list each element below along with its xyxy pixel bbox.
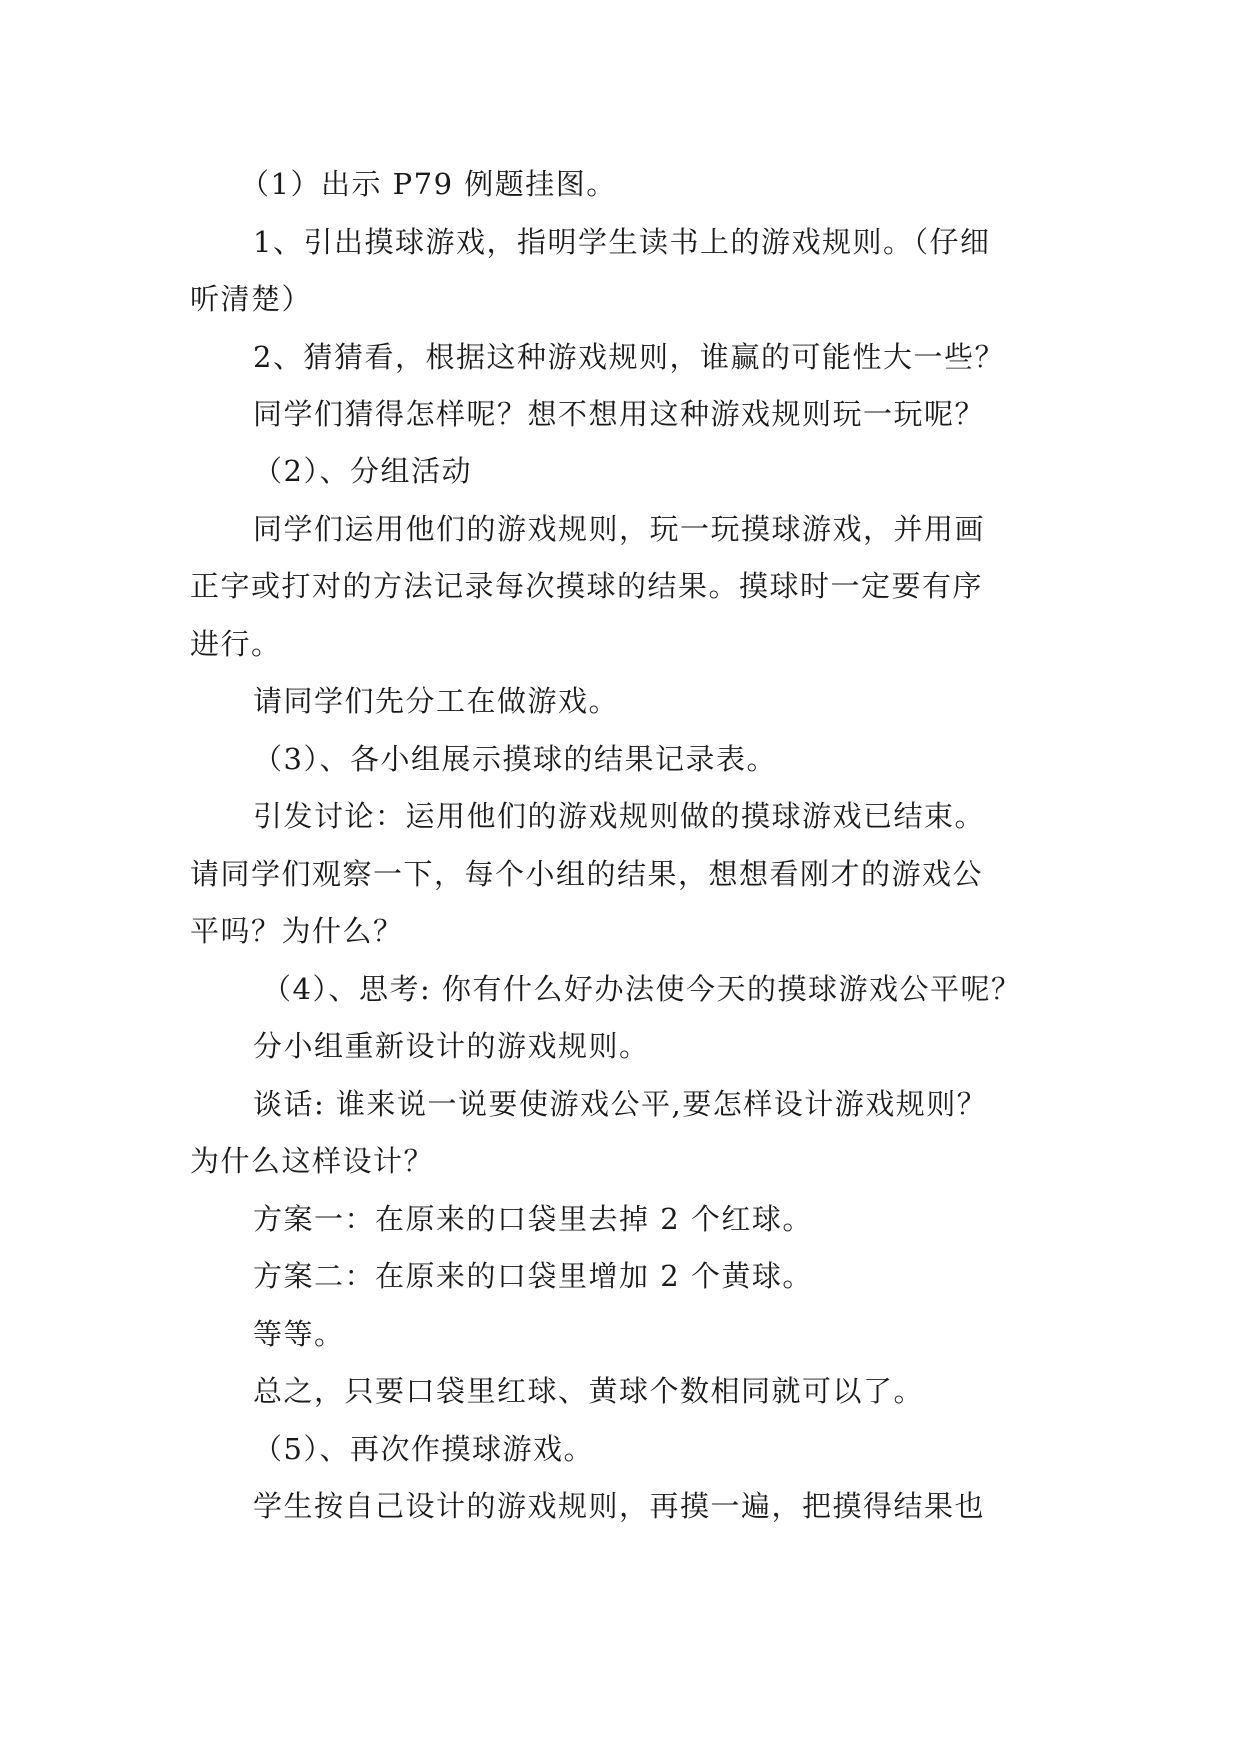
paragraph-line: 平吗？为什么？ [190, 914, 404, 948]
paragraph-line: 进行。 [190, 627, 282, 661]
paragraph-line: 2、猜猜看，根据这种游戏规则，谁赢的可能性大一些？ [253, 340, 1005, 374]
paragraph-line: （1）出示 P79 例题挂图。 [240, 167, 617, 201]
paragraph-line: （2）、分组活动 [253, 454, 472, 488]
paragraph-line: 分小组重新设计的游戏规则。 [253, 1029, 650, 1063]
paragraph-line: 听清楚） [190, 282, 313, 316]
paragraph-line: （3）、各小组展示摸球的结果记录表。 [253, 742, 777, 776]
paragraph-line: 正字或打对的方法记录每次摸球的结果。摸球时一定要有序 [190, 569, 984, 603]
paragraph-line: 1、引出摸球游戏，指明学生读书上的游戏规则。（仔细 [253, 225, 991, 259]
paragraph-line: 为什么这样设计？ [190, 1144, 435, 1178]
paragraph-line: 请同学们先分工在做游戏。 [253, 684, 620, 718]
paragraph-line: 等等。 [253, 1317, 345, 1351]
paragraph-line: 方案一：在原来的口袋里去掉 2 个红球。 [253, 1202, 813, 1236]
paragraph-line: （4）、思考: 你有什么好办法使今天的摸球游戏公平呢？ [262, 972, 1022, 1006]
paragraph-line: 同学们猜得怎样呢？想不想用这种游戏规则玩一玩呢？ [253, 397, 986, 431]
paragraph-line: 谈话: 谁来说一说要使游戏公平,要怎样设计游戏规则？ [253, 1087, 988, 1121]
paragraph-line: 方案二：在原来的口袋里增加 2 个黄球。 [253, 1259, 813, 1293]
paragraph-line: （5）、再次作摸球游戏。 [253, 1432, 594, 1466]
paragraph-line: 请同学们观察一下，每个小组的结果，想想看刚才的游戏公 [190, 857, 984, 891]
paragraph-line: 总之，只要口袋里红球、黄球个数相同就可以了。 [253, 1374, 925, 1408]
paragraph-line: 引发讨论：运用他们的游戏规则做的摸球游戏已结束。 [253, 799, 986, 833]
paragraph-line: 同学们运用他们的游戏规则，玩一玩摸球游戏，并用画 [253, 512, 986, 546]
paragraph-line: 学生按自己设计的游戏规则，再摸一遍，把摸得结果也 [253, 1489, 986, 1523]
